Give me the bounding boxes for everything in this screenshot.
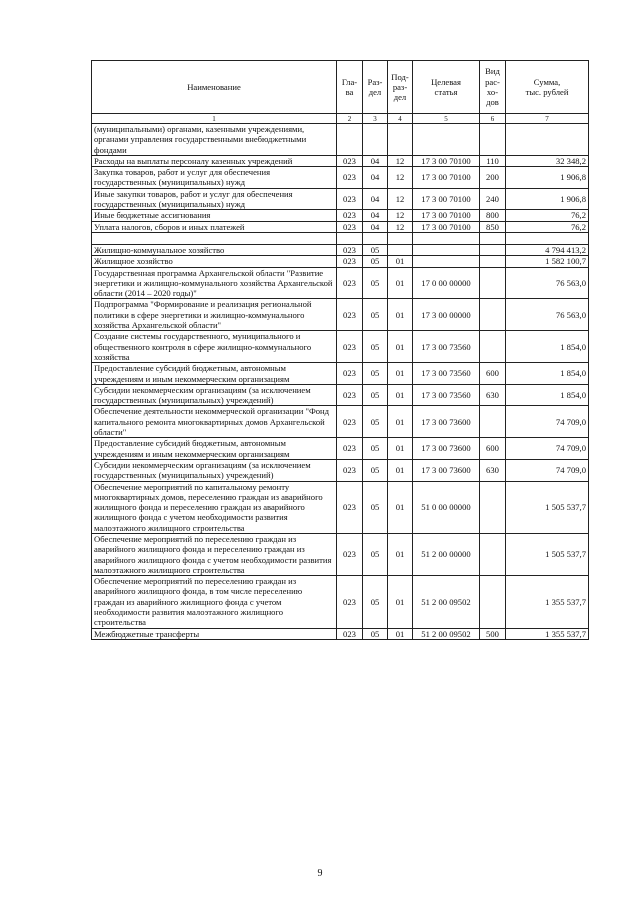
row-vid-cell	[480, 576, 506, 628]
row-target-cell: 17 3 00 73560	[413, 363, 480, 385]
row-podrazdel-cell	[388, 244, 413, 255]
table-row	[92, 124, 589, 156]
row-name-cell: Субсидии некоммерческим организациям (за исключением государственных (муниципальных) учреждений)	[92, 459, 337, 481]
row-vid-cell	[480, 299, 506, 331]
row-vid-cell	[480, 331, 506, 363]
row-glava-cell: 023	[337, 628, 363, 639]
row-vid-cell	[480, 533, 506, 575]
row-target-cell: 51 2 00 00000	[413, 533, 480, 575]
header-name	[92, 61, 337, 114]
row-glava-cell: 023	[337, 363, 363, 385]
row-sum-cell: 1 582 100,7	[506, 256, 589, 267]
header-vid	[480, 61, 506, 114]
row-podrazdel-cell: 12	[388, 155, 413, 166]
row-vid-cell	[480, 244, 506, 255]
row-glava-cell: 023	[337, 384, 363, 406]
row-podrazdel-cell: 01	[388, 256, 413, 267]
row-glava-cell: 023	[337, 221, 363, 232]
row-target-cell	[413, 232, 480, 244]
table-row	[92, 406, 589, 438]
row-podrazdel-cell: 12	[388, 167, 413, 189]
row-sum-cell: 4 794 413,2	[506, 244, 589, 255]
row-razdel-cell: 05	[363, 244, 388, 255]
row-target-cell	[413, 124, 480, 156]
row-name-cell: Подпрограмма "Формирование и реализация региональной политики в сфере энергетики и жилищно-коммунального хозяйства Архангельской области"	[92, 299, 337, 331]
table-header-row	[92, 61, 589, 114]
row-target-cell	[413, 244, 480, 255]
row-sum-cell: 1 854,0	[506, 384, 589, 406]
row-podrazdel-cell: 01	[388, 459, 413, 481]
header-glava	[337, 61, 363, 114]
table-row	[92, 628, 589, 639]
column-number-row	[92, 114, 589, 124]
row-razdel-cell: 04	[363, 221, 388, 232]
header-glava-text: Гла- ва	[341, 76, 358, 97]
row-razdel-cell: 05	[363, 384, 388, 406]
row-glava-cell: 023	[337, 256, 363, 267]
row-name-cell: Иные закупки товаров, работ и услуг для обеспечения государственных (муниципальных) нужд	[92, 188, 337, 210]
column-number: 7	[506, 114, 589, 124]
header-name-text: Наименование	[187, 81, 241, 92]
row-vid-cell: 200	[480, 167, 506, 189]
row-podrazdel-cell: 12	[388, 210, 413, 221]
row-name-cell: Обеспечение мероприятий по переселению граждан из аварийного жилищного фонда, в том числе переселению граждан из аварийного жилищного фонда с учетом необходимости развития малоэтажного жилищного строительства	[92, 576, 337, 628]
row-name-cell: Создание системы государственного, муниципального и общественного контроля в сфере жилищно-коммунального хозяйства	[92, 331, 337, 363]
row-vid-cell: 240	[480, 188, 506, 210]
row-name-cell: Жилищное хозяйство	[92, 256, 337, 267]
table-row	[92, 244, 589, 255]
row-name-cell: Обеспечение мероприятий по переселению граждан из аварийного жилищного фонда и переселению граждан из аварийного жилищного фонда с учетом необходимости развития малоэтажного жилищного строительства	[92, 533, 337, 575]
row-vid-cell: 630	[480, 459, 506, 481]
row-vid-cell: 600	[480, 363, 506, 385]
row-podrazdel-cell: 01	[388, 628, 413, 639]
row-glava-cell: 023	[337, 459, 363, 481]
row-sum-cell: 1 854,0	[506, 331, 589, 363]
row-razdel-cell: 05	[363, 628, 388, 639]
header-razdel	[363, 61, 388, 114]
header-sum-text: Сумма, тыс. рублей	[525, 76, 569, 97]
row-sum-cell: 1 505 537,7	[506, 481, 589, 533]
row-name-cell: Жилищно-коммунальное хозяйство	[92, 244, 337, 255]
row-glava-cell: 023	[337, 267, 363, 299]
row-razdel-cell	[363, 124, 388, 156]
row-target-cell: 17 3 00 73600	[413, 459, 480, 481]
row-podrazdel-cell: 01	[388, 438, 413, 460]
row-sum-cell: 1 505 537,7	[506, 533, 589, 575]
row-sum-cell	[506, 232, 589, 244]
table-row	[92, 299, 589, 331]
row-razdel-cell: 05	[363, 406, 388, 438]
row-name-cell: Обеспечение мероприятий по капитальному ремонту многоквартирных домов, переселению граждан из аварийного жилищного фонда и переселению граждан из аварийного жилищного фонда с учетом необходимости развития малоэтажного жилищного строительства	[92, 481, 337, 533]
row-vid-cell	[480, 124, 506, 156]
row-name-cell: Субсидии некоммерческим организациям (за исключением государственных (муниципальных) учреждений)	[92, 384, 337, 406]
row-podrazdel-cell: 01	[388, 384, 413, 406]
row-razdel-cell: 05	[363, 533, 388, 575]
row-name-cell: Иные бюджетные ассигнования	[92, 210, 337, 221]
budget-table	[91, 60, 589, 640]
row-glava-cell: 023	[337, 299, 363, 331]
row-glava-cell: 023	[337, 331, 363, 363]
row-target-cell: 17 3 00 00000	[413, 299, 480, 331]
row-podrazdel-cell: 01	[388, 406, 413, 438]
row-glava-cell: 023	[337, 155, 363, 166]
row-podrazdel-cell: 01	[388, 481, 413, 533]
row-target-cell: 17 3 00 70100	[413, 210, 480, 221]
row-razdel-cell: 05	[363, 331, 388, 363]
table-row	[92, 256, 589, 267]
row-vid-cell	[480, 406, 506, 438]
row-name-cell: Предоставление субсидий бюджетным, автономным учреждениям и иным некоммерческим организациям	[92, 363, 337, 385]
header-vid-text: Вид рас- хо- дов	[485, 66, 500, 108]
budget-table-page	[91, 60, 588, 640]
row-podrazdel-cell: 01	[388, 363, 413, 385]
table-row	[92, 210, 589, 221]
row-vid-cell: 800	[480, 210, 506, 221]
row-target-cell: 51 2 00 09502	[413, 628, 480, 639]
row-sum-cell: 74 709,0	[506, 406, 589, 438]
table-row	[92, 481, 589, 533]
column-number: 3	[363, 114, 388, 124]
row-podrazdel-cell	[388, 124, 413, 156]
row-sum-cell: 76 563,0	[506, 299, 589, 331]
row-name-cell: Уплата налогов, сборов и иных платежей	[92, 221, 337, 232]
row-sum-cell: 1 355 537,7	[506, 628, 589, 639]
row-target-cell: 17 3 00 70100	[413, 221, 480, 232]
header-podrazdel	[388, 61, 413, 114]
header-razdel-text: Раз- дел	[367, 76, 383, 97]
table-row	[92, 167, 589, 189]
row-podrazdel-cell: 01	[388, 331, 413, 363]
row-name-cell: Закупка товаров, работ и услуг для обеспечения государственных (муниципальных) нужд	[92, 167, 337, 189]
row-glava-cell	[337, 232, 363, 244]
row-target-cell	[413, 256, 480, 267]
row-target-cell: 17 3 00 73600	[413, 438, 480, 460]
row-sum-cell: 74 709,0	[506, 438, 589, 460]
row-target-cell: 17 3 00 70100	[413, 188, 480, 210]
row-vid-cell	[480, 256, 506, 267]
table-row	[92, 363, 589, 385]
row-razdel-cell	[363, 232, 388, 244]
header-target	[413, 61, 480, 114]
row-sum-cell: 1 906,8	[506, 167, 589, 189]
row-glava-cell: 023	[337, 438, 363, 460]
table-row	[92, 384, 589, 406]
header-sum	[506, 61, 589, 114]
row-vid-cell: 110	[480, 155, 506, 166]
row-vid-cell	[480, 481, 506, 533]
row-razdel-cell: 04	[363, 210, 388, 221]
row-podrazdel-cell	[388, 232, 413, 244]
row-razdel-cell: 05	[363, 481, 388, 533]
row-vid-cell	[480, 232, 506, 244]
row-vid-cell: 500	[480, 628, 506, 639]
row-podrazdel-cell: 01	[388, 576, 413, 628]
row-target-cell: 51 0 00 00000	[413, 481, 480, 533]
row-razdel-cell: 05	[363, 299, 388, 331]
row-sum-cell: 1 355 537,7	[506, 576, 589, 628]
row-name-cell: Государственная программа Архангельской области "Развитие энергетики и жилищно-коммунального хозяйства Архангельской области (2014 – 2020 годы)"	[92, 267, 337, 299]
row-razdel-cell: 05	[363, 459, 388, 481]
table-row	[92, 155, 589, 166]
header-target-text: Целевая статья	[431, 76, 461, 97]
table-body	[92, 124, 589, 640]
row-glava-cell: 023	[337, 533, 363, 575]
row-sum-cell	[506, 124, 589, 156]
row-target-cell: 17 3 00 73600	[413, 406, 480, 438]
row-target-cell: 51 2 00 09502	[413, 576, 480, 628]
page-number: 9	[317, 868, 323, 879]
row-sum-cell: 1 906,8	[506, 188, 589, 210]
row-glava-cell: 023	[337, 210, 363, 221]
row-target-cell: 17 3 00 70100	[413, 167, 480, 189]
row-vid-cell	[480, 267, 506, 299]
row-target-cell: 17 3 00 73560	[413, 384, 480, 406]
column-number: 2	[337, 114, 363, 124]
row-podrazdel-cell: 01	[388, 299, 413, 331]
table-row	[92, 232, 589, 244]
table-row	[92, 438, 589, 460]
table-row	[92, 459, 589, 481]
table-row	[92, 221, 589, 232]
row-sum-cell: 32 348,2	[506, 155, 589, 166]
row-sum-cell: 76,2	[506, 210, 589, 221]
table-row	[92, 331, 589, 363]
row-sum-cell: 74 709,0	[506, 459, 589, 481]
row-vid-cell: 600	[480, 438, 506, 460]
row-glava-cell: 023	[337, 406, 363, 438]
table-row	[92, 188, 589, 210]
row-glava-cell: 023	[337, 576, 363, 628]
row-podrazdel-cell: 12	[388, 221, 413, 232]
row-glava-cell: 023	[337, 244, 363, 255]
row-podrazdel-cell: 12	[388, 188, 413, 210]
row-name-cell: (муниципальными) органами, казенными учреждениями, органами управления государственными внебюджетными фондами	[92, 124, 337, 156]
header-podrazdel-text: Под- раз- дел	[391, 71, 409, 103]
row-target-cell: 17 0 00 00000	[413, 267, 480, 299]
row-razdel-cell: 05	[363, 267, 388, 299]
row-glava-cell	[337, 124, 363, 156]
row-name-cell: Межбюджетные трансферты	[92, 628, 337, 639]
column-number: 4	[388, 114, 413, 124]
row-glava-cell: 023	[337, 188, 363, 210]
table-row	[92, 576, 589, 628]
row-target-cell: 17 3 00 73560	[413, 331, 480, 363]
row-target-cell: 17 3 00 70100	[413, 155, 480, 166]
row-sum-cell: 76 563,0	[506, 267, 589, 299]
row-podrazdel-cell: 01	[388, 533, 413, 575]
row-name-cell: Обеспечение деятельности некоммерческой организации "Фонд капитального ремонта многоквартирных домов Архангельской области"	[92, 406, 337, 438]
row-razdel-cell: 05	[363, 256, 388, 267]
row-razdel-cell: 04	[363, 155, 388, 166]
row-razdel-cell: 05	[363, 576, 388, 628]
column-number: 6	[480, 114, 506, 124]
row-glava-cell: 023	[337, 481, 363, 533]
row-vid-cell: 850	[480, 221, 506, 232]
row-glava-cell: 023	[337, 167, 363, 189]
row-podrazdel-cell: 01	[388, 267, 413, 299]
row-name-cell	[92, 232, 337, 244]
row-sum-cell: 1 854,0	[506, 363, 589, 385]
row-razdel-cell: 05	[363, 363, 388, 385]
row-razdel-cell: 04	[363, 188, 388, 210]
row-razdel-cell: 05	[363, 438, 388, 460]
row-name-cell: Предоставление субсидий бюджетным, автономным учреждениям и иным некоммерческим организациям	[92, 438, 337, 460]
row-name-cell: Расходы на выплаты персоналу казенных учреждений	[92, 155, 337, 166]
row-vid-cell: 630	[480, 384, 506, 406]
column-number: 5	[413, 114, 480, 124]
table-row	[92, 267, 589, 299]
row-razdel-cell: 04	[363, 167, 388, 189]
row-sum-cell: 76,2	[506, 221, 589, 232]
column-number: 1	[92, 114, 337, 124]
table-row	[92, 533, 589, 575]
